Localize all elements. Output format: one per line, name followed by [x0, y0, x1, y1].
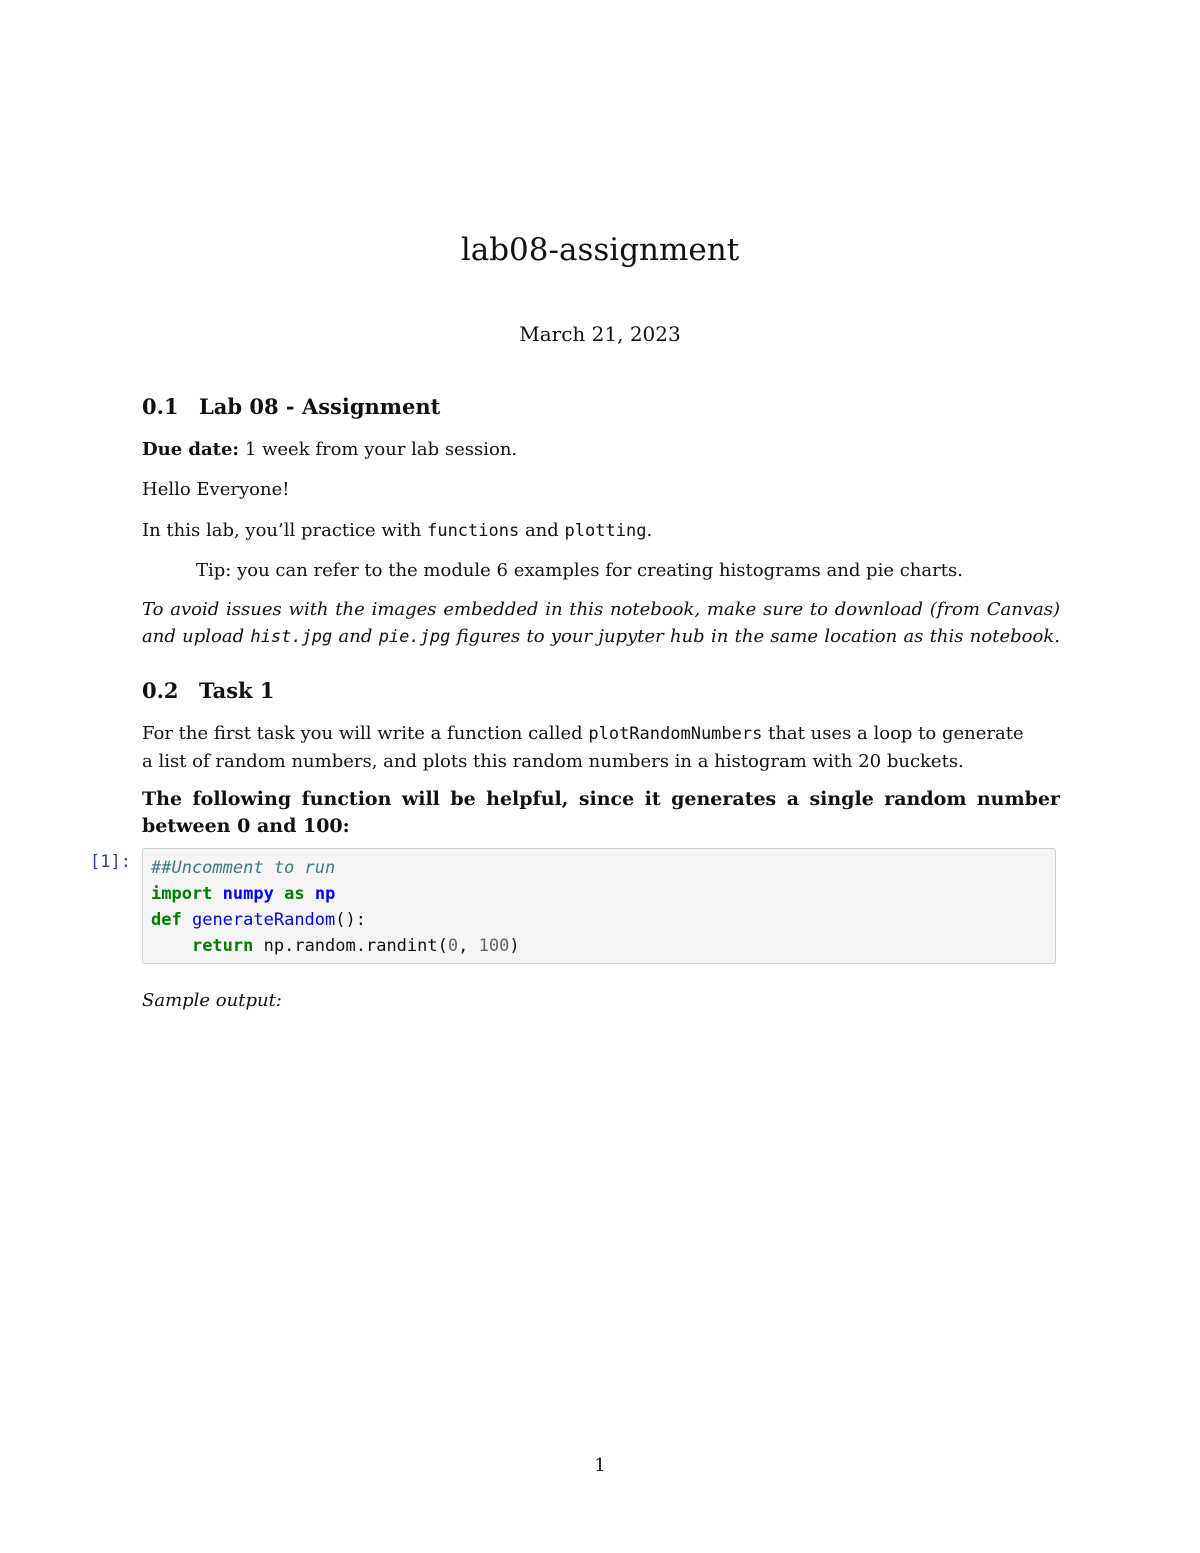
note-text-2: [142, 623, 1060, 651]
intro-period: .: [646, 520, 653, 541]
section-number: 0.1: [142, 394, 179, 419]
arg-100: 100: [478, 936, 510, 956]
note-text-2-post: figures to your jupyter hub in the same location as this notebook.: [456, 626, 1060, 647]
page-number: 1: [594, 1455, 606, 1476]
intro-text-and: and: [524, 520, 559, 541]
code-cell[interactable]: [142, 848, 1056, 964]
code-comment: ##Uncomment to run: [151, 858, 336, 878]
code-plotting: plotting: [564, 521, 647, 541]
document-title: lab08-assignment: [460, 232, 740, 268]
intro-paragraph: [142, 517, 1060, 545]
intro-text: In this lab, you’ll practice with: [142, 520, 422, 541]
task1-paragraph: [142, 720, 1060, 775]
due-date-line: [142, 436, 1060, 463]
section-heading-lab08: [142, 394, 440, 419]
section-heading-task1: [142, 678, 275, 703]
document-date: March 21, 2023: [519, 322, 681, 346]
kw-import: import: [151, 884, 213, 904]
note-paragraph: [142, 596, 1060, 651]
tip-blockquote: Tip: you can refer to the module 6 examples for creating histograms and pie charts.: [196, 560, 963, 581]
mod-np: np: [314, 884, 336, 904]
code-hist-jpg: hist.jpg: [250, 627, 333, 647]
helper-line-2: between 0 and 100:: [142, 815, 350, 837]
due-date-text: 1 week from your lab session.: [244, 439, 518, 460]
mod-numpy: numpy: [222, 884, 274, 904]
code-plotRandomNumbers: plotRandomNumbers: [588, 724, 763, 744]
section-number: 0.2: [142, 678, 179, 703]
due-date-label: Due date:: [142, 439, 240, 460]
note-text-2-mid: and: [338, 626, 373, 647]
task1-line-1: [142, 720, 1060, 748]
kw-def: def: [151, 910, 182, 930]
cell-prompt: [1]:: [90, 852, 131, 872]
task1-line-2: a list of random numbers, and plots this random numbers in a histogram with 20 buckets.: [142, 751, 964, 772]
sample-output-label: Sample output:: [142, 990, 282, 1011]
call-pre: np.random.randint(: [263, 936, 448, 956]
greeting: Hello Everyone!: [142, 479, 290, 500]
arg-0: 0: [447, 936, 459, 956]
helper-bold-paragraph: [142, 786, 1060, 840]
note-line-1: [142, 596, 1060, 623]
call-post: ): [509, 936, 520, 956]
section-title: Lab 08 - Assignment: [199, 394, 441, 419]
code-functions: functions: [427, 521, 520, 541]
kw-as: as: [284, 884, 305, 904]
fn-name: generateRandom: [191, 910, 336, 930]
note-text-1: To avoid issues with the images embedded in this notebook, make sure to download (from Canvas): [142, 599, 1060, 620]
kw-return: return: [191, 936, 254, 956]
task1-text-post: that uses a loop to generate: [768, 723, 1024, 744]
helper-line-1: [142, 786, 1060, 813]
task1-text-pre: For the first task you will write a function called: [142, 723, 583, 744]
note-line-2: [142, 623, 1060, 651]
section-title: Task 1: [199, 678, 275, 703]
helper-text-1: The following function will be helpful, since it generates a single random number: [142, 788, 1060, 810]
code-pie-jpg: pie.jpg: [378, 627, 451, 647]
note-text-2-pre: and upload: [142, 626, 245, 647]
fn-signature: ():: [335, 910, 366, 930]
arg-comma: ,: [458, 936, 479, 956]
